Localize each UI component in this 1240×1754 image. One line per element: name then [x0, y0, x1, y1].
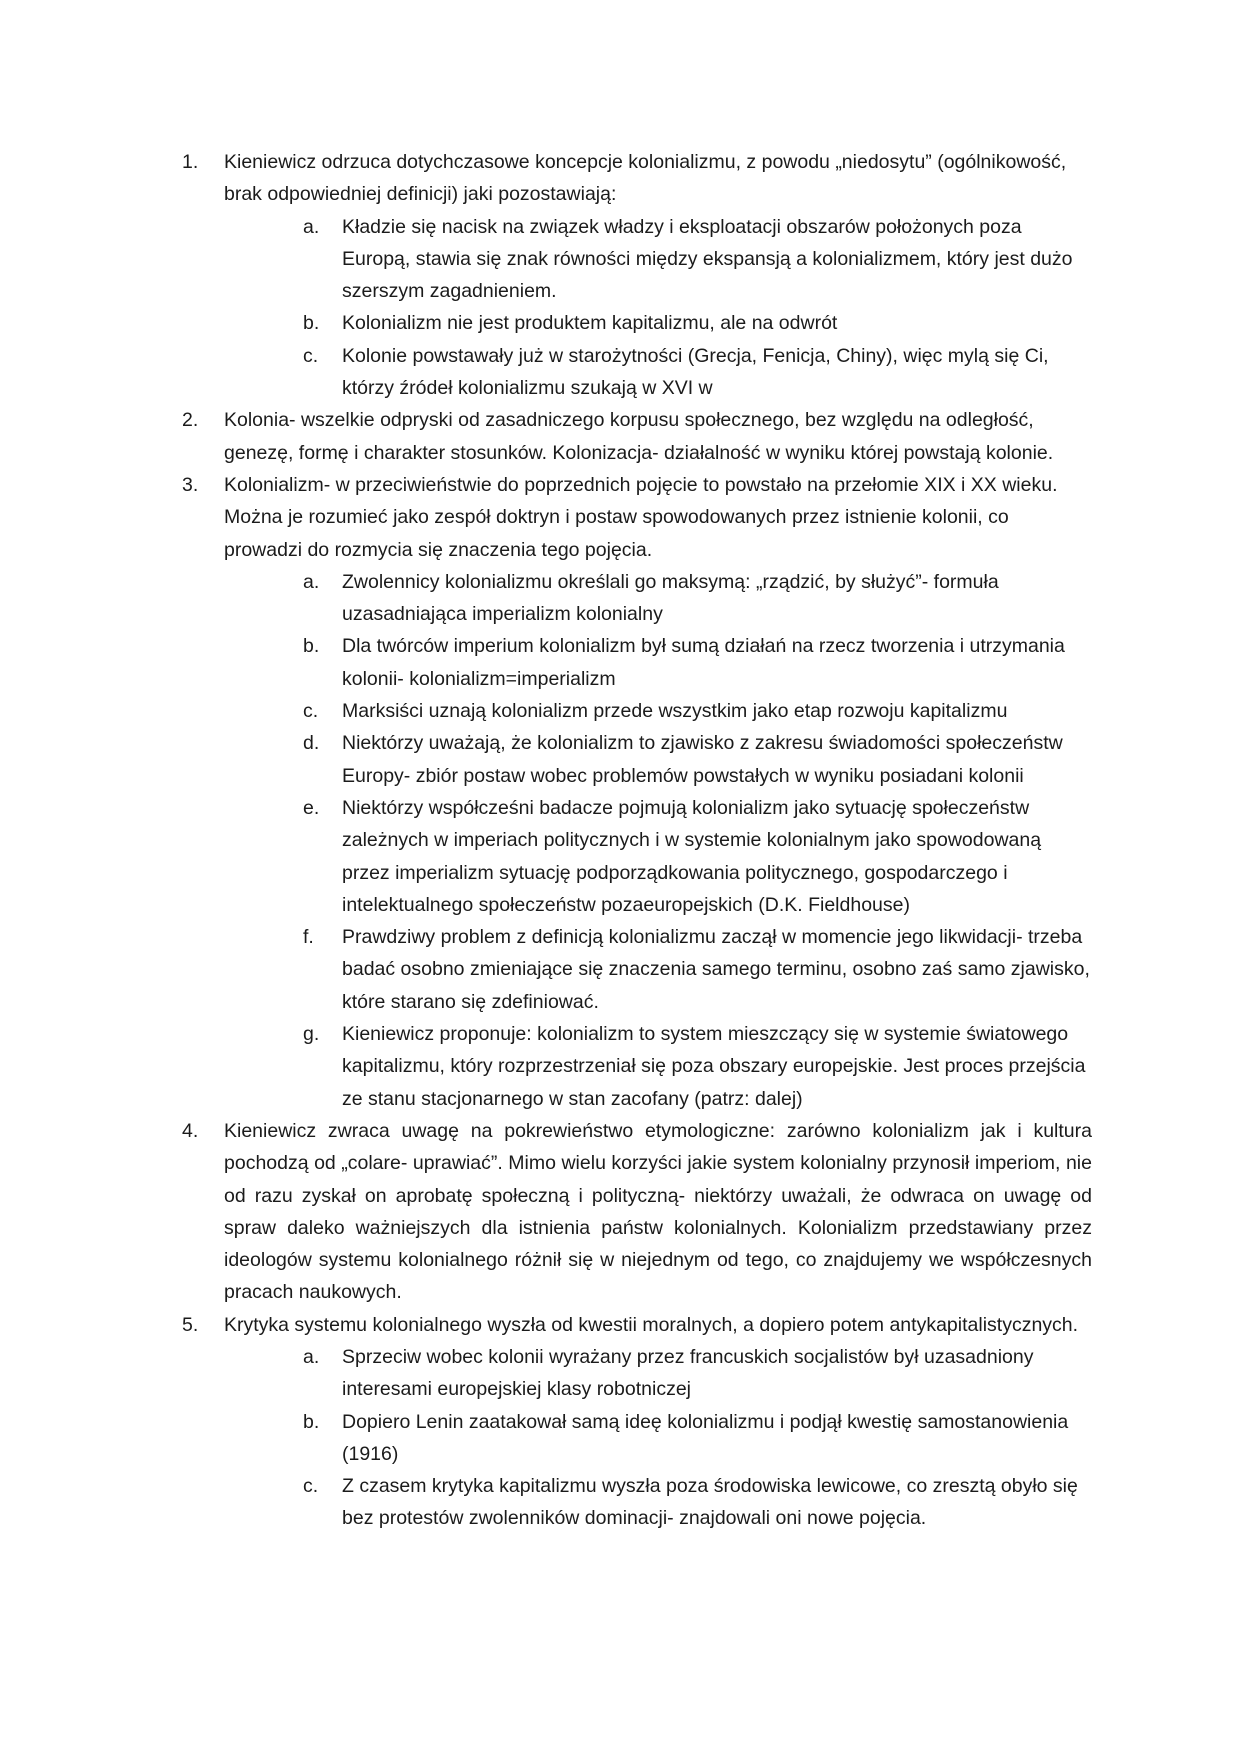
sub-item-text: Dopiero Lenin zaatakował samą ideę kolonializmu i podjął kwestię samostanowienia (1916): [342, 1410, 1069, 1465]
sub-item-text: Sprzeciw wobec kolonii wyrażany przez francuskich socjalistów był uzasadniony interesami europejskiej klasy robotniczej: [342, 1345, 1034, 1401]
sub-item-3f: [224, 921, 1092, 1018]
sub-item-3d: [224, 727, 1092, 792]
list-item-2: [180, 404, 1092, 469]
item-number: 3.: [182, 473, 199, 496]
list-item-5: [180, 1309, 1092, 1535]
sub-item-letter: g.: [303, 1023, 320, 1046]
item-number: 2.: [182, 409, 199, 432]
list-item-1: [180, 146, 1092, 404]
item-text: Kieniewicz odrzuca dotychczasowe koncepcje kolonializmu, z powodu „niedosytu” (ogólnikowość, brak odpowiedniej definicji) jaki pozostawiają:: [224, 151, 1067, 206]
list-item-3: [180, 469, 1092, 1115]
sub-item-1b: [224, 307, 1092, 339]
item-text: Krytyka systemu kolonialnego wyszła od kwestii moralnych, a dopiero potem antykapitalistycznych.: [224, 1313, 1079, 1336]
sub-item-letter: c.: [303, 700, 319, 723]
sub-item-letter: f.: [303, 926, 314, 949]
numbered-list: [180, 146, 1092, 1535]
sub-item-text: Kolonie powstawały już w starożytności (Grecja, Fenicja, Chiny), więc mylą się Ci, którzy źródeł kolonializmu szukają w XVI w: [342, 344, 1049, 400]
sub-item-5b: [224, 1406, 1092, 1471]
item-number: 5.: [182, 1313, 199, 1336]
sub-item-text: Kolonializm nie jest produktem kapitalizmu, ale na odwrót: [342, 312, 838, 335]
sub-item-3b: [224, 630, 1092, 695]
item-text: Kieniewicz zwraca uwagę na pokrewieństwo etymologiczne: zarówno kolonializm jak i kultura pochodzą od „colare- uprawiać”. Mimo wielu korzyści jakie system kolonialny przynosił imperiom, nie od razu zyskał on aprobatę społeczną i polityczną- niektórzy uważali, że odwraca on uwagę od spraw daleko ważniejszych dla istnienia państw kolonialnych. Kolonializm przedstawiany przez ideologów systemu kolonialnego różnił się w niejednym od tego, co znajdujemy we współczesnych pracach naukowych.: [224, 1119, 1092, 1304]
sub-item-3e: [224, 792, 1092, 921]
item-text: Kolonializm- w przeciwieństwie do poprzednich pojęcie to powstało na przełomie XIX i XX wieku. Można je rozumieć jako zespół doktryn i postaw spowodowanych przez istnienie kolonii, co prowadzi do rozmycia się znaczenia tego pojęcia.: [224, 473, 1058, 561]
sub-item-text: Niektórzy współcześni badacze pojmują kolonializm jako sytuację społeczeństw zależnych w imperiach politycznych i w systemie kolonialnym jako spowodowaną przez imperializm sytuację podporządkowania politycznego, gospodarczego i intelektualnego społeczeństw pozaeuropejskich (D.K. Fieldhouse): [342, 796, 1042, 916]
sub-item-letter: e.: [303, 796, 320, 819]
item-number: 1.: [182, 151, 199, 173]
sub-item-text: Prawdziwy problem z definicją kolonializmu zaczął w momencie jego likwidacji- trzeba badać osobno zmieniające się znaczenia samego terminu, osobno zaś samo zjawisko, które starano się zdefiniować.: [342, 926, 1090, 1013]
sub-item-5c: [224, 1470, 1092, 1535]
sub-item-letter: c.: [303, 344, 319, 367]
item-number: 4.: [182, 1119, 199, 1142]
sub-item-1c: [224, 340, 1092, 405]
sub-item-letter: a.: [303, 215, 320, 238]
sub-item-text: Zwolennicy kolonializmu określali go maksymą: „rządzić, by służyć”- formuła uzasadniająca imperializm kolonialny: [342, 570, 999, 626]
sub-item-text: Kładzie się nacisk na związek władzy i eksploatacji obszarów położonych poza Europą, stawia się znak równości między ekspansją a kolonializmem, który jest dużo szerszym zagadnieniem.: [342, 215, 1073, 303]
sub-list: [224, 566, 1092, 1115]
sub-list: [224, 1341, 1092, 1535]
document-body: [180, 146, 1092, 1535]
sub-item-letter: a.: [303, 1345, 320, 1368]
sub-item-letter: a.: [303, 570, 320, 593]
sub-item-3g: [224, 1018, 1092, 1115]
sub-item-text: Marksiści uznają kolonializm przede wszystkim jako etap rozwoju kapitalizmu: [342, 700, 1008, 723]
sub-list: [224, 211, 1092, 405]
sub-item-text: Z czasem krytyka kapitalizmu wyszła poza środowiska lewicowe, co zresztą obyło się bez protestów zwolenników dominacji- znajdowali oni nowe pojęcia.: [342, 1475, 1078, 1530]
sub-item-1a: [224, 211, 1092, 308]
sub-item-letter: b.: [303, 312, 320, 335]
sub-item-5a: [224, 1341, 1092, 1406]
sub-item-text: Niektórzy uważają, że kolonializm to zjawisko z zakresu świadomości społeczeństw Europy- zbiór postaw wobec problemów powstałych w wyniku posiadani kolonii: [342, 732, 1063, 787]
sub-item-text: Dla twórców imperium kolonializm był sumą działań na rzecz tworzenia i utrzymania kolonii- kolonializm=imperializm: [342, 635, 1065, 690]
sub-item-letter: b.: [303, 635, 320, 658]
list-item-4: [180, 1115, 1092, 1309]
sub-item-letter: b.: [303, 1410, 320, 1433]
sub-item-letter: d.: [303, 732, 320, 755]
sub-item-letter: c.: [303, 1475, 319, 1498]
sub-item-3c: [224, 695, 1092, 727]
sub-item-text: Kieniewicz proponuje: kolonializm to system mieszczący się w systemie światowego kapitalizmu, który rozprzestrzeniał się poza obszary europejskie. Jest proces przejścia ze stanu stacjonarnego w stan zacofany (patrz: dalej): [342, 1023, 1086, 1110]
item-text: Kolonia- wszelkie odpryski od zasadniczego korpusu społecznego, bez względu na odległość, genezę, formę i charakter stosunków. Kolonizacja- działalność w wyniku której powstają kolonie.: [224, 409, 1054, 464]
sub-item-3a: [224, 566, 1092, 631]
